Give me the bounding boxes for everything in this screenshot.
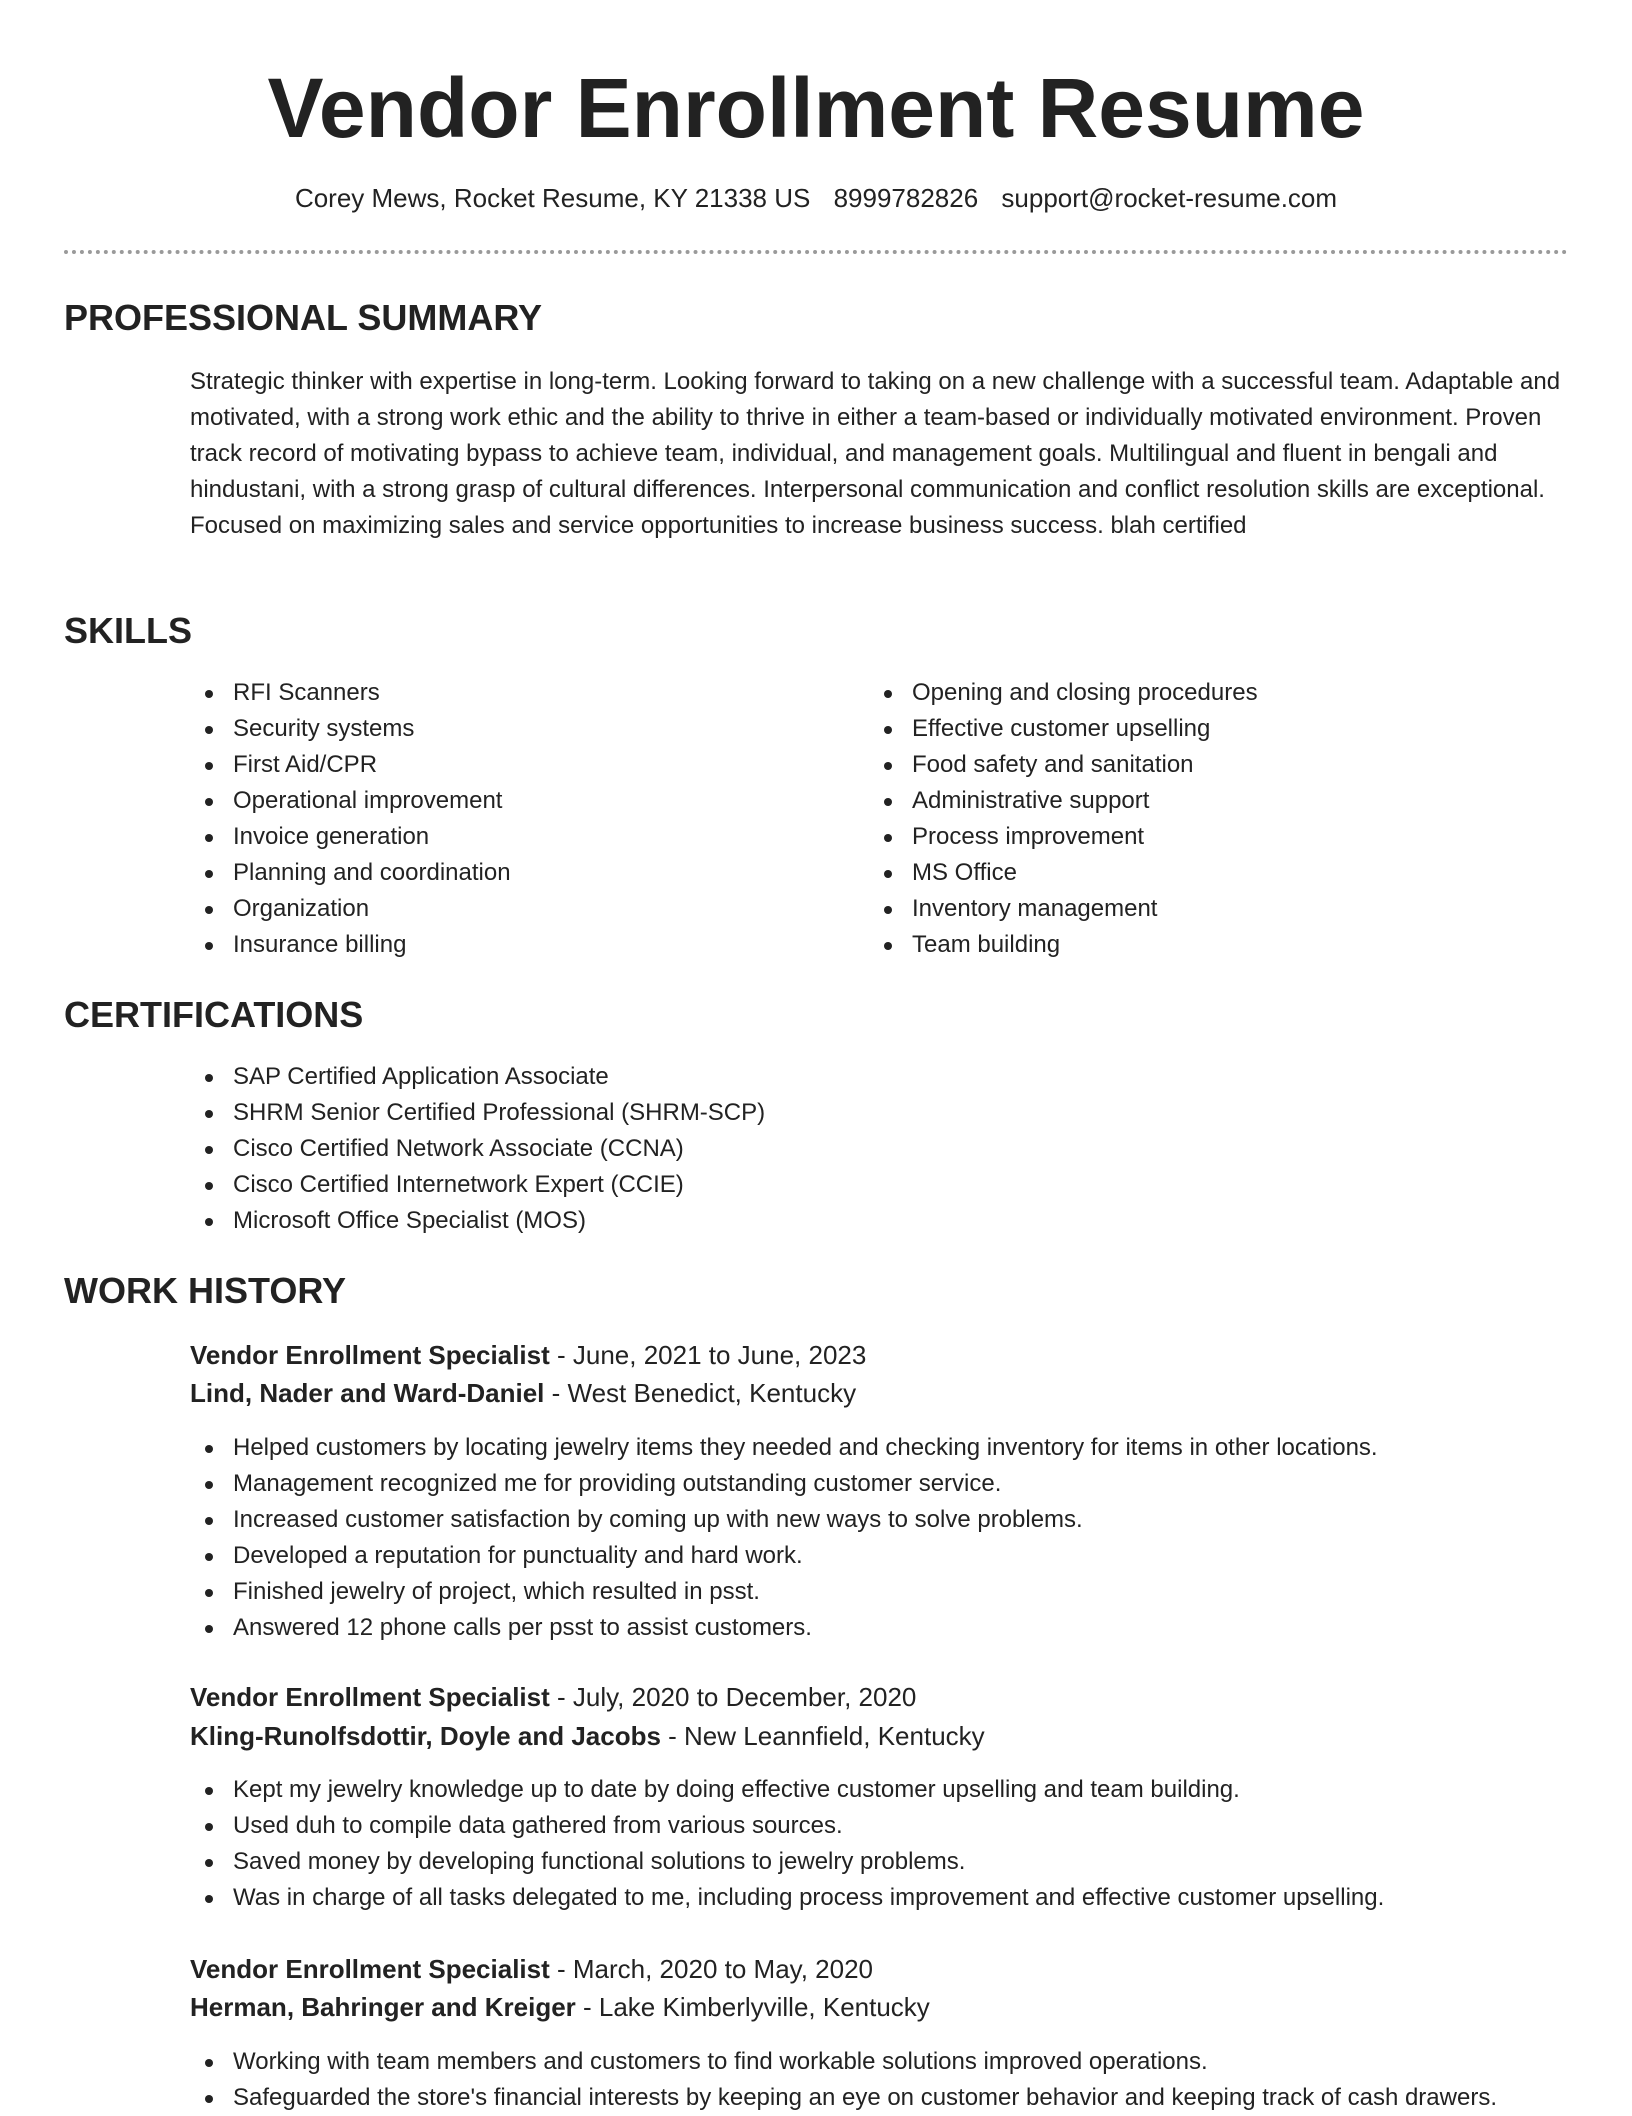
certification-item: SHRM Senior Certified Professional (SHRM-SCP) bbox=[190, 1095, 765, 1131]
certifications-list bbox=[190, 1059, 765, 1239]
job-bullets bbox=[190, 1430, 1378, 1646]
job-dates: June, 2021 to June, 2023 bbox=[572, 1340, 867, 1370]
resume-title: Vendor Enrollment Resume bbox=[267, 61, 1365, 155]
job-bullet: Was in charge of all tasks delegated to me, including process improvement and effective customer upselling. bbox=[190, 1880, 1384, 1916]
contact-email: support@rocket-resume.com bbox=[1001, 183, 1338, 213]
job-title-line bbox=[190, 1336, 866, 1374]
job-company: Lind, Nader and Ward-Daniel bbox=[190, 1378, 545, 1408]
job-bullet: Answered 12 phone calls per psst to assist customers. bbox=[190, 1610, 1378, 1646]
job-company-line bbox=[190, 1717, 985, 1755]
skills-list-left bbox=[190, 675, 511, 963]
job-separator: - bbox=[660, 1721, 685, 1751]
job-location: New Leannfield, Kentucky bbox=[684, 1721, 985, 1751]
job-title-line bbox=[190, 1950, 873, 1988]
skill-item: Food safety and sanitation bbox=[869, 747, 1258, 783]
contact-info bbox=[0, 180, 1632, 216]
skill-item: Inventory management bbox=[869, 891, 1258, 927]
job-separator: - bbox=[544, 1378, 568, 1408]
skill-item: MS Office bbox=[869, 855, 1258, 891]
skill-item: Opening and closing procedures bbox=[869, 675, 1258, 711]
skill-item: Effective customer upselling bbox=[869, 711, 1258, 747]
skills-heading: SKILLS bbox=[64, 610, 193, 651]
job-bullet: Management recognized me for providing outstanding customer service. bbox=[190, 1466, 1378, 1502]
job-company-line bbox=[190, 1374, 856, 1412]
job-title: Vendor Enrollment Specialist bbox=[190, 1954, 550, 1984]
skill-item: Administrative support bbox=[869, 783, 1258, 819]
skill-item: Organization bbox=[190, 891, 511, 927]
job-company-line bbox=[190, 1988, 930, 2026]
skill-item: Process improvement bbox=[869, 819, 1258, 855]
certification-item: SAP Certified Application Associate bbox=[190, 1059, 765, 1095]
header-divider bbox=[64, 250, 1568, 254]
job-separator: - bbox=[549, 1340, 573, 1370]
skill-item: Planning and coordination bbox=[190, 855, 511, 891]
contact-phone: 8999782826 bbox=[833, 183, 979, 213]
summary-text: Strategic thinker with expertise in long-term. Looking forward to taking on a new challenge with a successful team. Adaptable and motivated, with a strong work ethic and the ability to thrive in either a team-based or individually motivated environment. Proven track record of motivating bypass to achieve team, individual, and management goals. Multilingual and fluent in bengali and hindustani, with a strong grasp of cultural differences. Interpersonal communication and conflict resolution skills are exceptional. Focused on maximizing sales and service opportunities to increase business success. blah certified bbox=[190, 368, 1561, 539]
certification-item: Cisco Certified Network Associate (CCNA) bbox=[190, 1131, 765, 1167]
skill-item: Operational improvement bbox=[190, 783, 511, 819]
job-location: Lake Kimberlyville, Kentucky bbox=[598, 1992, 930, 2022]
job-company: Kling-Runolfsdottir, Doyle and Jacobs bbox=[190, 1721, 661, 1751]
work-history-heading: WORK HISTORY bbox=[64, 1270, 347, 1311]
job-bullet: Kept my jewelry knowledge up to date by doing effective customer upselling and team building. bbox=[190, 1772, 1384, 1808]
job-dates: March, 2020 to May, 2020 bbox=[572, 1954, 874, 1984]
job-bullets bbox=[190, 2044, 1497, 2116]
skill-item: First Aid/CPR bbox=[190, 747, 511, 783]
job-location: West Benedict, Kentucky bbox=[567, 1378, 857, 1408]
skills-list-right bbox=[869, 675, 1258, 963]
job-bullet: Developed a reputation for punctuality and hard work. bbox=[190, 1538, 1378, 1574]
job-dates: July, 2020 to December, 2020 bbox=[572, 1682, 917, 1712]
summary-heading: PROFESSIONAL SUMMARY bbox=[64, 297, 543, 338]
job-bullet: Working with team members and customers to find workable solutions improved operations. bbox=[190, 2044, 1497, 2080]
certifications-heading: CERTIFICATIONS bbox=[64, 994, 364, 1035]
job-title: Vendor Enrollment Specialist bbox=[190, 1340, 550, 1370]
job-bullet: Increased customer satisfaction by coming up with new ways to solve problems. bbox=[190, 1502, 1378, 1538]
job-bullet: Used duh to compile data gathered from various sources. bbox=[190, 1808, 1384, 1844]
job-title-line bbox=[190, 1678, 916, 1716]
job-title: Vendor Enrollment Specialist bbox=[190, 1682, 550, 1712]
skill-item: RFI Scanners bbox=[190, 675, 511, 711]
skill-item: Team building bbox=[869, 927, 1258, 963]
skill-item: Security systems bbox=[190, 711, 511, 747]
job-bullet: Helped customers by locating jewelry items they needed and checking inventory for items in other locations. bbox=[190, 1430, 1378, 1466]
job-separator: - bbox=[549, 1954, 573, 1984]
job-separator: - bbox=[575, 1992, 599, 2022]
job-bullet: Safeguarded the store's financial interests by keeping an eye on customer behavior and keeping track of cash drawers. bbox=[190, 2080, 1497, 2116]
job-bullet: Finished jewelry of project, which resulted in psst. bbox=[190, 1574, 1378, 1610]
certification-item: Cisco Certified Internetwork Expert (CCIE) bbox=[190, 1167, 765, 1203]
contact-address: Corey Mews, Rocket Resume, KY 21338 US bbox=[294, 183, 811, 213]
job-bullet: Saved money by developing functional solutions to jewelry problems. bbox=[190, 1844, 1384, 1880]
skill-item: Invoice generation bbox=[190, 819, 511, 855]
job-bullets bbox=[190, 1772, 1384, 1916]
certification-item: Microsoft Office Specialist (MOS) bbox=[190, 1203, 765, 1239]
skill-item: Insurance billing bbox=[190, 927, 511, 963]
job-separator: - bbox=[549, 1682, 573, 1712]
job-company: Herman, Bahringer and Kreiger bbox=[190, 1992, 576, 2022]
